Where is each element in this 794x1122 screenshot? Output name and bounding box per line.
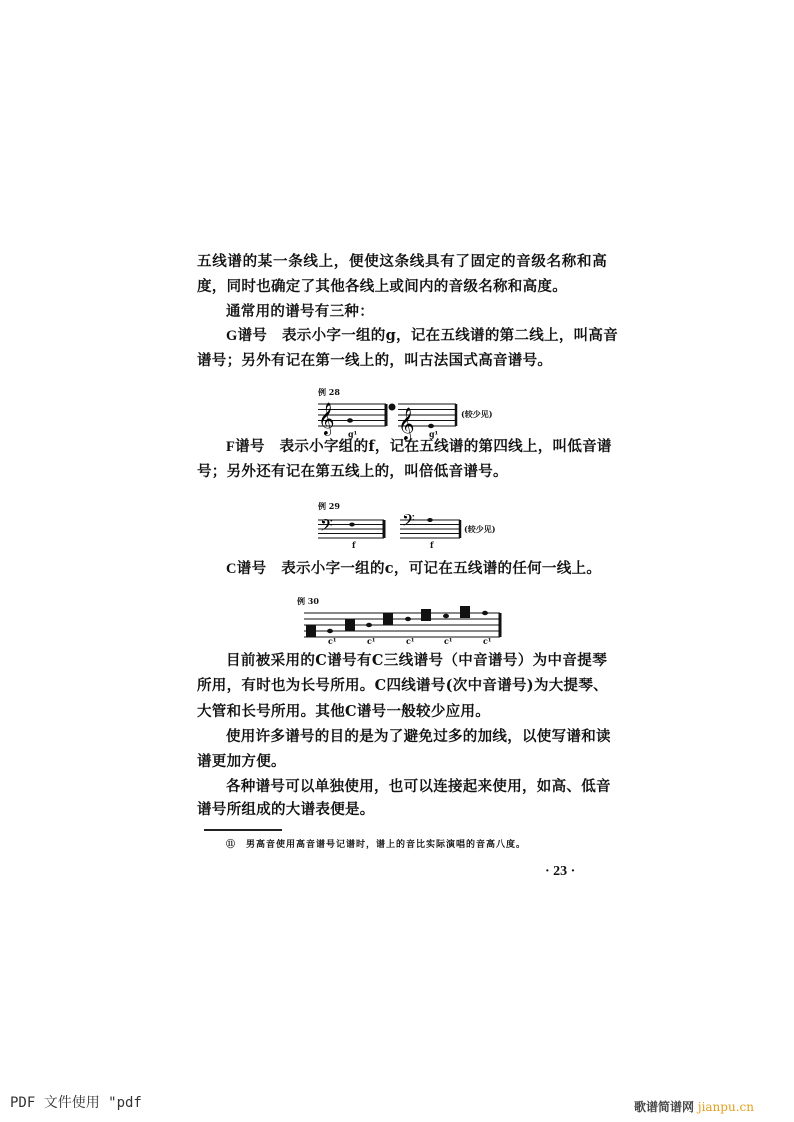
- example-28-staff-2: [398, 404, 456, 426]
- example-28-label: 例 28: [318, 387, 340, 397]
- note: [327, 629, 333, 633]
- note-label: f: [352, 540, 356, 550]
- note: [482, 611, 488, 615]
- f-clef-paragraph: [226, 438, 612, 456]
- rare-note: (较少见): [461, 409, 493, 419]
- c-clef-term: C谱号: [226, 561, 267, 577]
- note-label: g¹: [429, 429, 439, 439]
- c-clef-icon: [383, 613, 393, 625]
- c-clefs: [306, 606, 488, 637]
- french-violin-clef-icon: 𝄞: [398, 407, 415, 440]
- note-label: c¹: [367, 636, 376, 646]
- g-clef-term: G谱号: [226, 328, 268, 344]
- rare-note: (较少见): [464, 524, 496, 534]
- text-line: 谱号；另外有记在第一线上的，叫古法国式高音谱号。: [197, 352, 553, 369]
- subbass-clef-icon: 𝄢: [402, 510, 415, 534]
- example-30-label: 例 30: [297, 596, 319, 606]
- text-line: 使用许多谱号的目的是为了避免过多的加线，以使写谱和读: [226, 728, 611, 745]
- example-28-staff-1: [318, 404, 386, 426]
- g-clef-paragraph: [226, 327, 619, 345]
- text-line: 通常用的谱号有三种：: [226, 303, 374, 320]
- text-line: 各种谱号可以单独使用，也可以连接起来使用，如高、低音: [226, 778, 611, 795]
- text-line: 表示小字一组的g，记在五线谱的第二线上，叫高音: [282, 327, 619, 344]
- note-label: c¹: [406, 636, 415, 646]
- footnote-dot-icon: [389, 404, 396, 411]
- note-label: c¹: [328, 636, 337, 646]
- treble-clef-icon: 𝄞: [318, 402, 335, 435]
- page-number: · 23 ·: [545, 864, 576, 879]
- note-label: g¹: [348, 429, 358, 439]
- text-line: 大管和长号所用。其他C谱号一般较少应用。: [197, 703, 491, 720]
- text-line: 表示小字组的f，记在五线谱的第四线上，叫低音谱: [279, 438, 612, 455]
- site-name: 歌谱简谱网: [634, 1100, 695, 1114]
- c-clef-icon: [421, 609, 431, 621]
- text-line: 度，同时也确定了其他各线上或间内的音级名称和高度。: [197, 278, 567, 295]
- footnote-text: 男高音使用高音谱号记谱时，谱上的音比实际演唱的音高八度。: [246, 840, 527, 850]
- note: [427, 518, 433, 522]
- bass-clef-icon: 𝄢: [320, 515, 333, 539]
- c-clef-paragraph: [226, 560, 607, 578]
- example-29-staff-1: [318, 520, 384, 538]
- text-line: 表示小字一组的c，可记在五线谱的任何一线上。: [281, 560, 602, 577]
- c-clef-icon: [345, 619, 355, 631]
- footnote: [226, 837, 526, 850]
- text-line: 五线谱的某一条线上，便使这条线具有了固定的音级名称和高: [197, 253, 607, 270]
- site-watermark[interactable]: [634, 1098, 754, 1115]
- note: [443, 614, 449, 618]
- note-label: c¹: [444, 636, 453, 646]
- note: [347, 418, 353, 422]
- example-30-staff: [304, 613, 500, 637]
- note-label: f: [430, 540, 434, 550]
- pdf-watermark: PDF 文件使用 "pdf: [10, 1095, 142, 1111]
- footnote-divider: [204, 829, 282, 831]
- c-clef-icon: [306, 625, 316, 637]
- note: [428, 424, 434, 428]
- footnote-marker: ⑪: [226, 840, 237, 850]
- site-url[interactable]: jianpu.cn: [697, 1100, 754, 1114]
- note: [349, 523, 355, 527]
- note-label: c¹: [483, 636, 492, 646]
- note: [405, 617, 411, 621]
- f-clef-term: F谱号: [226, 439, 265, 455]
- example-29-staff-2: [400, 520, 460, 538]
- c-clef-icon: [460, 606, 470, 618]
- text-line: 谱更加方便。: [197, 753, 286, 770]
- text-line: 谱号所组成的大谱表便是。: [197, 801, 375, 818]
- text-line: 所用，有时也为长号所用。C四线谱号(次中音谱号)为大提琴、: [197, 677, 608, 694]
- text-line: 目前被采用的C谱号有C三线谱号（中音谱号）为中音提琴: [226, 652, 607, 669]
- text-line: 号；另外还有记在第五线上的，叫倍低音谱号。: [197, 463, 508, 480]
- example-29-label: 例 29: [318, 501, 340, 511]
- note: [366, 623, 372, 627]
